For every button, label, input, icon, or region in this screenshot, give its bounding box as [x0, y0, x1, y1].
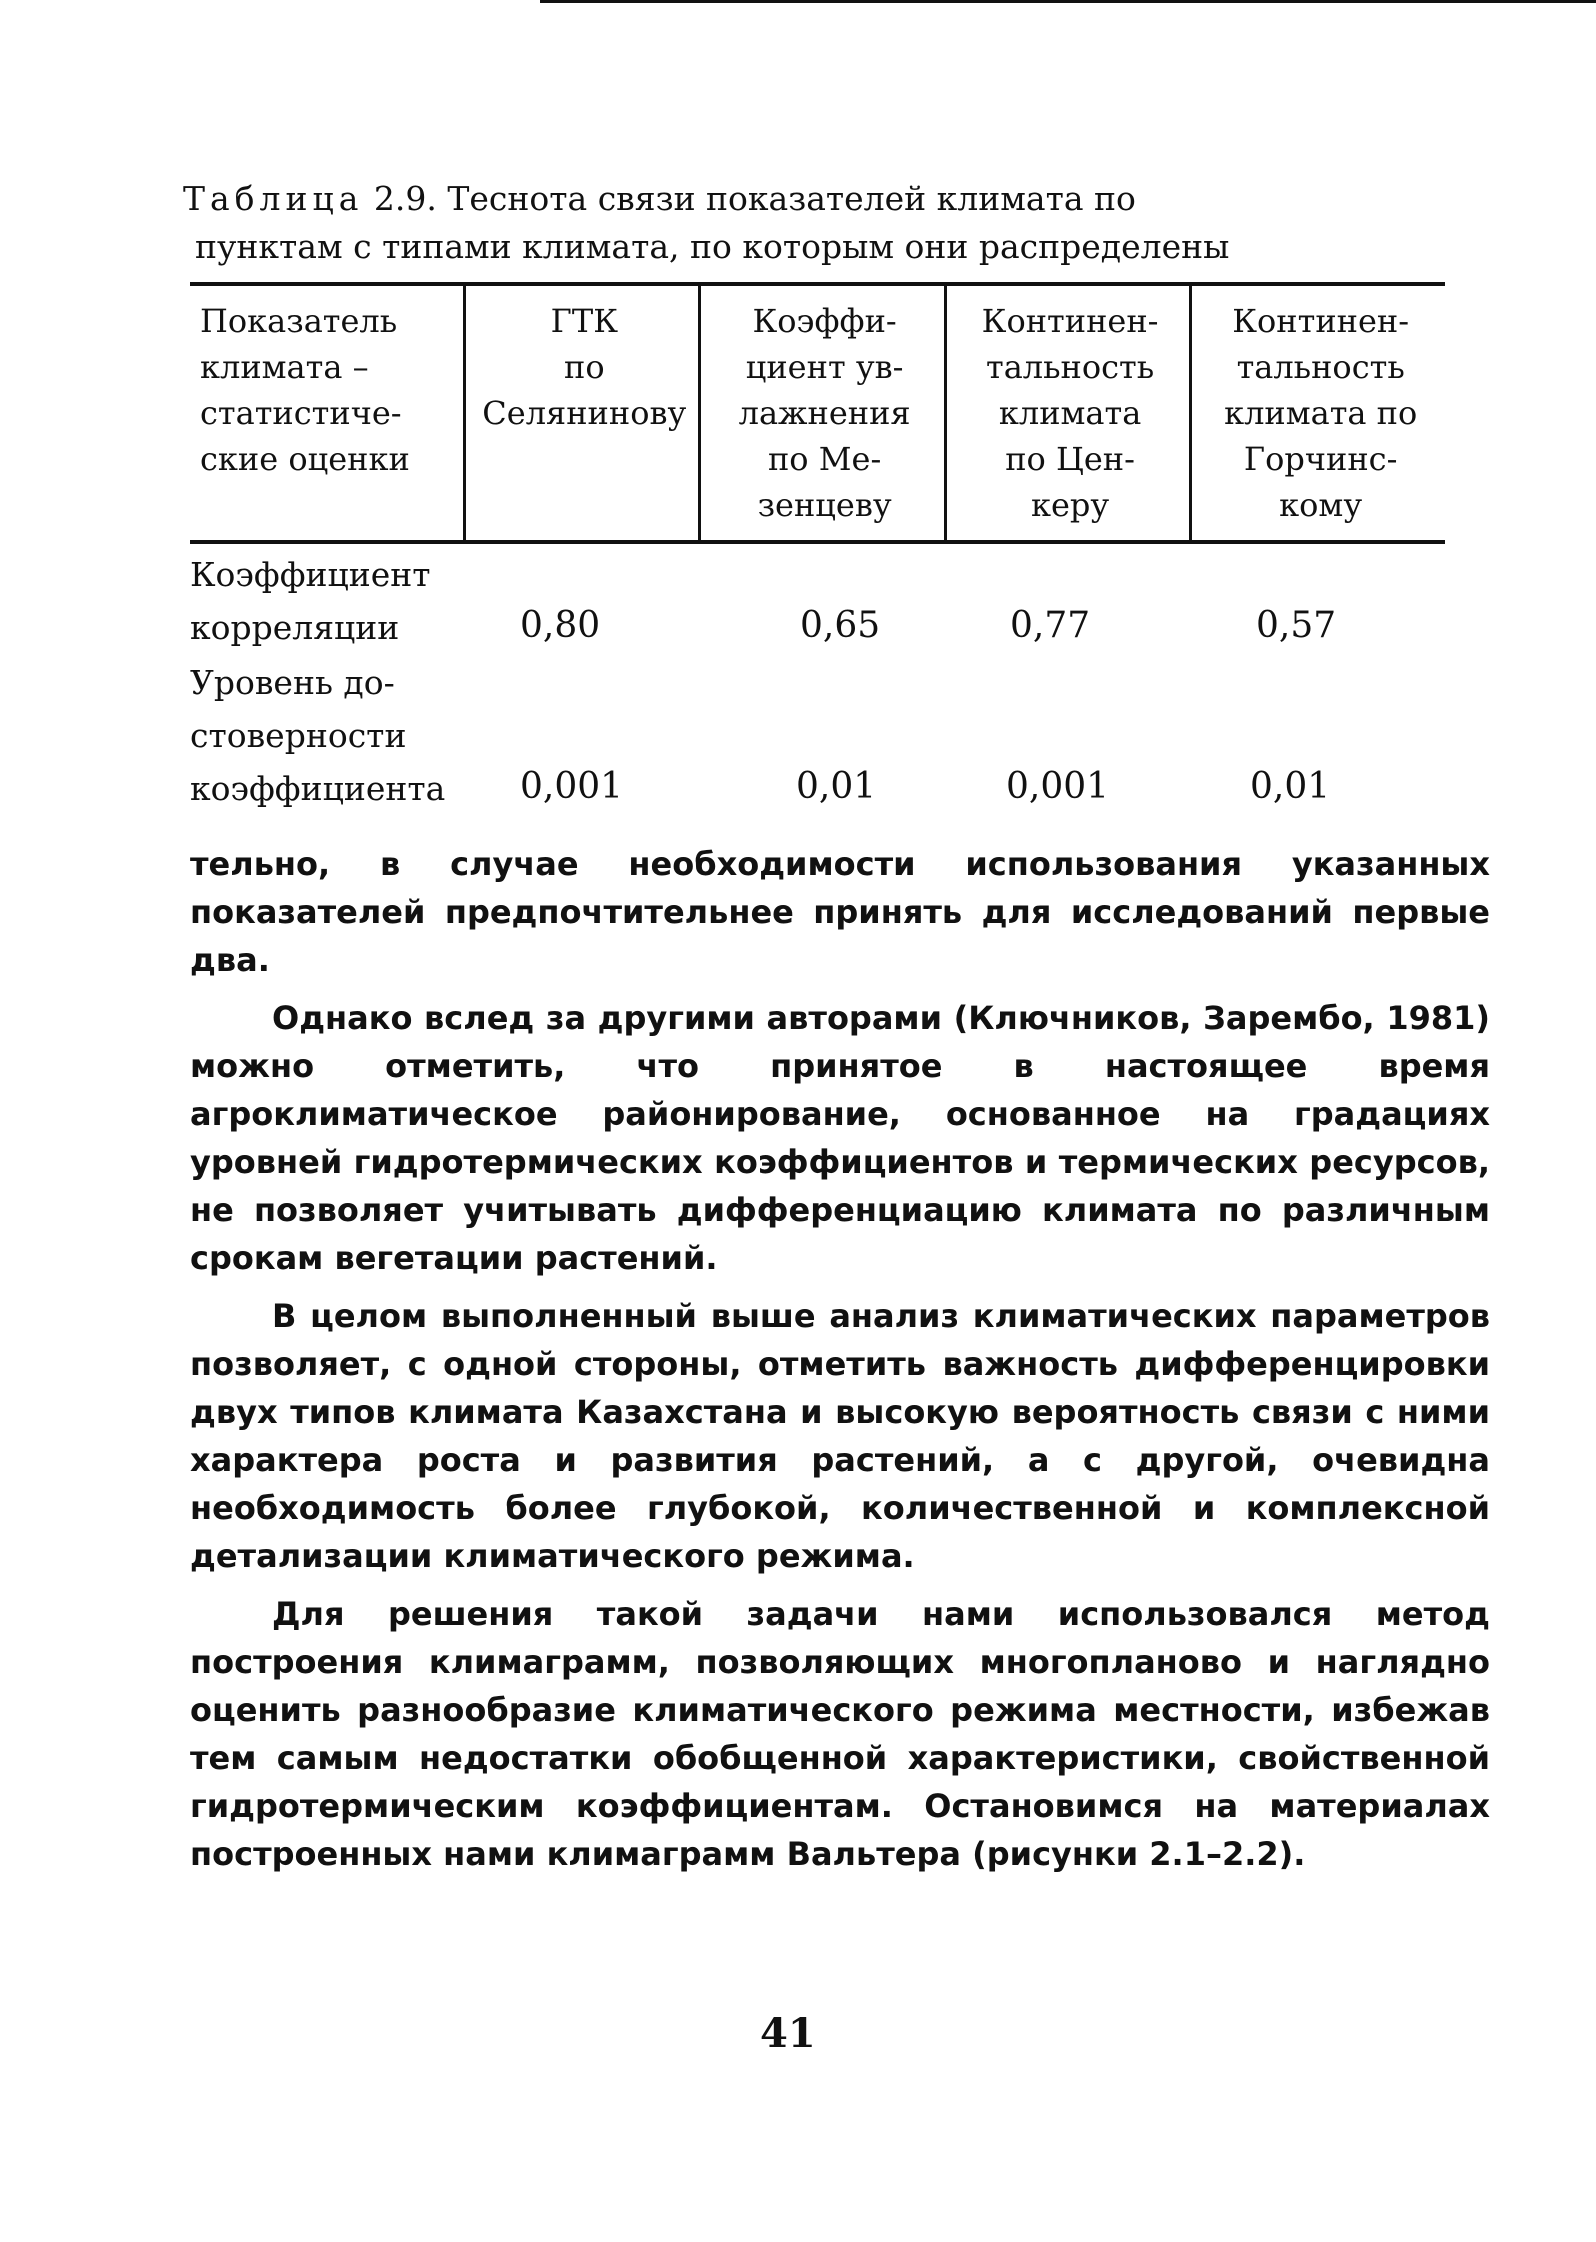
column-header — [1191, 284, 1445, 542]
header-line: Показатель — [200, 302, 398, 340]
row-label: коэффициента — [190, 769, 446, 808]
column-header — [700, 284, 945, 542]
row-label: Уровень до- — [190, 663, 395, 702]
cell-value: 0,77 — [1010, 605, 1091, 646]
header-line: Континен- — [981, 302, 1159, 340]
header-line: климата – — [200, 348, 369, 386]
header-line: Селянинову — [482, 394, 687, 432]
header-line: лажнения — [738, 394, 911, 432]
cell-value: 0,01 — [1250, 766, 1331, 807]
table-label: Таблица — [183, 179, 364, 218]
header-line: кому — [1279, 486, 1363, 524]
table-title-line-1: Теснота связи показателей климата по — [447, 179, 1136, 218]
cell-value: 0,65 — [800, 605, 881, 646]
row-label: стоверности — [190, 716, 407, 755]
header-line: ские оценки — [200, 440, 410, 478]
header-line: по Ме- — [767, 440, 882, 478]
table-caption-line-2: пунктам с типами климата, по которым они распределены — [195, 227, 1230, 266]
header-line: по Цен- — [1005, 440, 1135, 478]
paragraph: В целом выполненный выше анализ климатических параметров позволяет, с одной стороны, отметить важность дифференцировки двух типов климата Казахстана и высокую вероятность связи с ними характера роста и развития растений, а с другой, очевидна необходимость более глубокой, количественной и комплексной детализации климатического режима. — [190, 1297, 1490, 1575]
header-line: ГТК — [550, 302, 618, 340]
cell-value: 0,001 — [1006, 766, 1110, 807]
header-line: Горчинс- — [1243, 440, 1398, 478]
row-label: корреляции — [190, 608, 400, 647]
header-line: зенцеву — [757, 486, 892, 524]
page-number: 41 — [760, 2010, 816, 2057]
row-label: Коэффициент — [190, 555, 431, 594]
paragraph: тельно, в случае необходимости использования указанных показателей предпочтительнее принять для исследований первые два. — [190, 845, 1490, 979]
cell-value: 0,57 — [1256, 605, 1337, 646]
table-number: 2.9. — [373, 179, 437, 218]
paragraph: Однако вслед за другими авторами (Ключников, Зарембо, 1981) можно отметить, что принятое в настоящее время агроклиматическое районирование, основанное на градациях уровней гидротермических коэффициентов и термических ресурсов, не позволяет учитывать дифференциацию климата по различным срокам вегетации растений. — [190, 999, 1490, 1277]
body-text — [190, 840, 1490, 1878]
column-header — [190, 284, 465, 542]
header-line: Коэффи- — [752, 302, 897, 340]
paragraph: Для решения такой задачи нами использовался метод построения климаграмм, позволяющих многопланово и наглядно оценить разнообразие климатического режима местности, избежав тем самым недостатки обобщенной характеристики, свойственной гидротермическим коэффициентам. Остановимся на материалах построенных нами климаграмм Вальтера (рисунки 2.1–2.2). — [190, 1595, 1490, 1873]
cell-value: 0,80 — [520, 605, 601, 646]
header-line: керу — [1030, 486, 1110, 524]
header-line: тальность — [1236, 348, 1405, 386]
header-line: климата по — [1224, 394, 1418, 432]
column-header — [945, 284, 1190, 542]
table-header — [190, 282, 1445, 544]
table-caption-line-1 — [183, 175, 1483, 223]
header-line: Континен- — [1232, 302, 1410, 340]
header-line: по — [564, 348, 605, 386]
header-row — [190, 284, 1445, 542]
column-header — [465, 284, 700, 542]
cell-value: 0,001 — [520, 766, 624, 807]
header-line: циент ув- — [745, 348, 904, 386]
header-line: климата — [998, 394, 1142, 432]
header-line: тальность — [985, 348, 1155, 386]
header-line: статистиче- — [200, 394, 402, 432]
scan-edge-line — [540, 0, 1596, 3]
table-caption — [183, 175, 1483, 271]
cell-value: 0,01 — [796, 766, 877, 807]
